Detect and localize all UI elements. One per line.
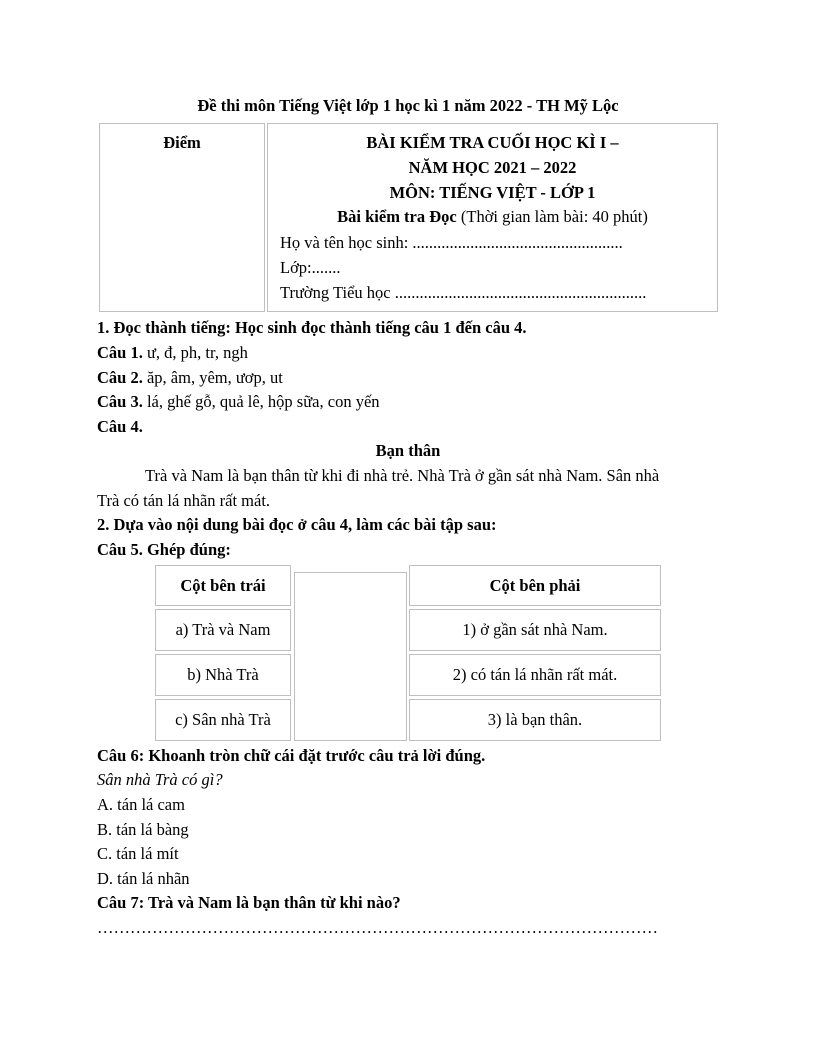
left-item-a: a) Trà và Nam <box>155 609 291 651</box>
question-5-label: Câu 5. Ghép đúng: <box>97 540 231 559</box>
answer-option-b[interactable]: B. tán lá bàng <box>97 820 189 839</box>
question-3-text: lá, ghế gỗ, quả lê, hộp sữa, con yến <box>142 392 380 411</box>
exam-title-line1: BÀI KIỂM TRA CUỐI HỌC KÌ I – <box>366 133 619 152</box>
answer-option-c[interactable]: C. tán lá mít <box>97 844 179 863</box>
story-line-2: Trà có tán lá nhãn rất mát. <box>97 491 271 510</box>
exam-title-line2: NĂM HỌC 2021 – 2022 <box>408 158 577 177</box>
question-2-text: ăp, âm, yêm, ươp, ut <box>142 368 283 387</box>
question-2-label: Câu 2. <box>97 368 143 387</box>
story-line-1: Trà và Nam là bạn thân từ khi đi nhà trẻ. Nhà Trà ở gần sát nhà Nam. Sân nhà <box>145 466 660 485</box>
section1-heading: 1. Đọc thành tiếng: Học sinh đọc thành tiếng câu 1 đến câu 4. <box>97 318 527 337</box>
reading-test-label: Bài kiểm tra Đọc <box>337 207 457 226</box>
question-6-text: Sân nhà Trà có gì? <box>97 770 223 789</box>
reading-test-line <box>267 207 718 227</box>
answer-option-d[interactable]: D. tán lá nhãn <box>97 869 190 888</box>
story-title: Bạn thân <box>375 441 441 460</box>
question-2 <box>97 368 283 388</box>
question-3 <box>97 392 380 412</box>
question-6-label: Câu 6: Khoanh tròn chữ cái đặt trước câu trả lời đúng. <box>97 746 486 765</box>
right-item-2: 2) có tán lá nhãn rất mát. <box>409 654 661 696</box>
right-column-header: Cột bên phải <box>409 565 661 606</box>
question-4-label: Câu 4. <box>97 417 143 436</box>
score-label: Điểm <box>163 133 201 152</box>
question-1-text: ư, đ, ph, tr, ngh <box>142 343 248 362</box>
question-1 <box>97 343 248 363</box>
right-item-1: 1) ở gần sát nhà Nam. <box>409 609 661 651</box>
answer-line[interactable]: ………………………………………………………………………………………… <box>97 918 658 937</box>
matching-middle-space <box>294 572 407 741</box>
question-1-label: Câu 1. <box>97 343 143 362</box>
reading-test-time: (Thời gian làm bài: 40 phút) <box>456 207 648 226</box>
left-item-c: c) Sân nhà Trà <box>155 699 291 741</box>
document-title: Đề thi môn Tiếng Việt lớp 1 học kì 1 năm 2022 - TH Mỹ Lộc <box>197 96 619 115</box>
class-field: Lớp:....... <box>280 258 341 277</box>
student-name-field: Họ và tên học sinh: ................................................... <box>280 233 623 252</box>
section2-heading: 2. Dựa vào nội dung bài đọc ở câu 4, làm các bài tập sau: <box>97 515 497 534</box>
question-3-label: Câu 3. <box>97 392 143 411</box>
left-column-header: Cột bên trái <box>155 565 291 606</box>
answer-option-a[interactable]: A. tán lá cam <box>97 795 185 814</box>
question-7-label: Câu 7: Trà và Nam là bạn thân từ khi nào? <box>97 893 401 912</box>
left-item-b: b) Nhà Trà <box>155 654 291 696</box>
school-field: Trường Tiểu học ............................................................. <box>280 283 647 302</box>
exam-title-line3: MÔN: TIẾNG VIỆT - LỚP 1 <box>389 183 596 202</box>
right-item-3: 3) là bạn thân. <box>409 699 661 741</box>
